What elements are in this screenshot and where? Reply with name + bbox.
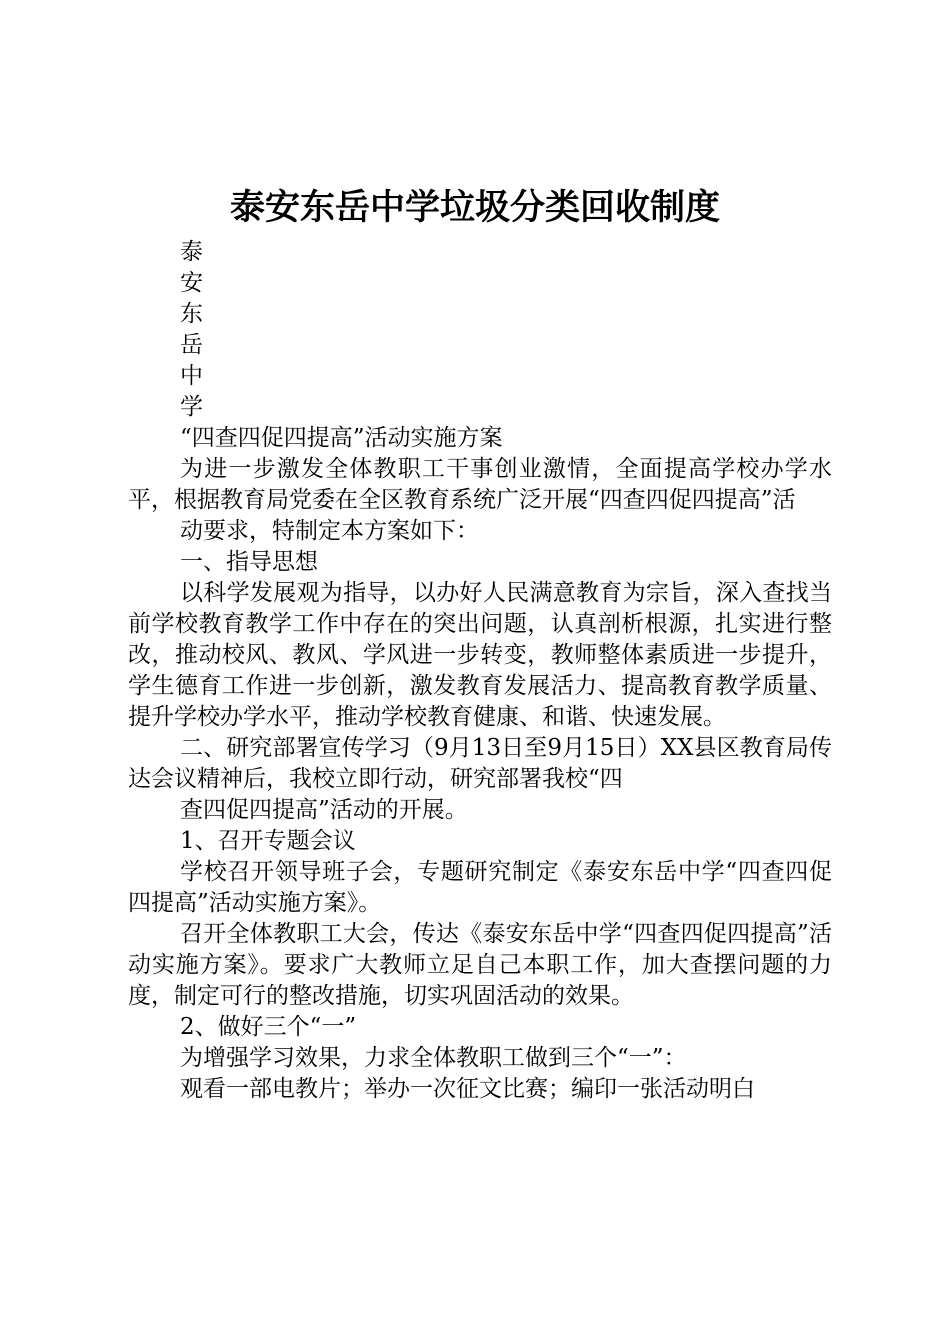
vertical-char: 泰 bbox=[180, 239, 203, 265]
vertical-char: 安 bbox=[180, 270, 203, 296]
vertical-char: 学 bbox=[180, 394, 203, 420]
document-body bbox=[128, 237, 832, 1105]
plan-heading: “四查四促四提高”活动实施方案 bbox=[180, 425, 503, 451]
three-ones-list: 观看一部电教片；举办一次征文比赛；编印一张活动明白 bbox=[180, 1076, 755, 1102]
section-heading-guiding-thought: 一、指导思想 bbox=[180, 549, 318, 575]
meeting-paragraph-1: 学校召开领导班子会，专题研究制定《泰安东岳中学“四查四促四提高”活动实施方案》。 bbox=[128, 859, 832, 916]
intro-paragraph: 为进一步激发全体教职工干事创业激情，全面提高学校办学水平，根据教育局党委在全区教育系统广泛开展“四查四促四提高”活 bbox=[128, 456, 832, 513]
three-ones-intro: 为增强学习效果，力求全体教职工做到三个“一”： bbox=[180, 1045, 687, 1071]
guiding-thought-paragraph: 以科学发展观为指导，以办好人民满意教育为宗旨，深入查找当前学校教育教学工作中存在的突出问题，认真剖析根源，扎实进行整改，推动校风、教风、学风进一步转变，教师整体素质进一步提升，学生德育工作进一步创新，激发教育发展活力、提高教育教学质量、提升学校办学水平，推动学校教育健康、和谐、快速发展。 bbox=[128, 580, 832, 730]
section-heading-deployment: 二、研究部署宣传学习（9月13日至9月15日）XX县区教育局传达会议精神后，我校立即行动，研究部署我校“四 bbox=[128, 735, 832, 792]
document-title: 泰安东岳中学垃圾分类回收制度 bbox=[229, 187, 720, 228]
deployment-continuation: 查四促四提高”活动的开展。 bbox=[180, 797, 468, 823]
subheading-three-ones: 2、做好三个“一” bbox=[180, 1014, 357, 1040]
subheading-meeting: 1、召开专题会议 bbox=[180, 828, 356, 854]
vertical-char: 中 bbox=[180, 363, 203, 389]
vertical-char: 东 bbox=[180, 301, 203, 327]
intro-continuation: 动要求，特制定本方案如下： bbox=[180, 518, 479, 544]
vertical-char: 岳 bbox=[180, 332, 203, 358]
meeting-paragraph-2: 召开全体教职工大会，传达《泰安东岳中学“四查四促四提高”活动实施方案》。要求广大教师立足自己本职工作，加大查摆问题的力度，制定可行的整改措施，切实巩固活动的效果。 bbox=[128, 921, 832, 1009]
